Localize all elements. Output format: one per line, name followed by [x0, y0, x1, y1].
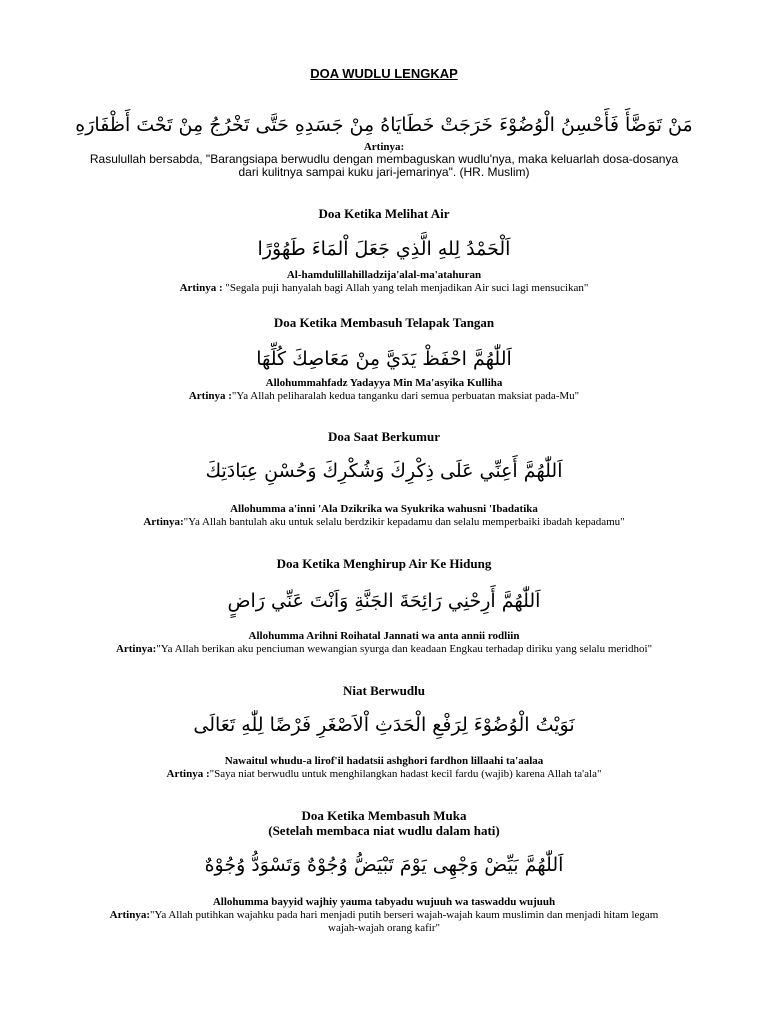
artinya-label: Artinya :	[166, 768, 210, 780]
section-translit-niat: Nawaitul whudu-a lirof'il hadatsii ashghori fardhon lillaahi ta'aalaa	[224, 755, 544, 767]
meaning-text: "Ya Allah bantulah aku untuk selalu berdzikir kepadamu dan selalu memperbaiki ibadah kepadamu"	[183, 516, 625, 528]
section-arabic-telapak-tangan: اَللّٰهُمَّ احْفَظْ يَدَيَّ مِنْ مَعَاصِكَ كُلِّهَا	[256, 348, 512, 370]
artinya-label: Artinya:	[109, 909, 150, 921]
meaning-text: "Saya niat berwudlu untuk menghilangkan hadast kecil fardu (wajib) karena Allah ta'ala"	[209, 768, 602, 780]
section-meaning-melihat-air	[40, 281, 728, 295]
section-translit-telapak-tangan: Allohummahfadz Yadayya Min Ma'asyika Kulliha	[265, 377, 503, 389]
section-meaning-membasuh-muka-line2: wajah-wajah orang kafir"	[328, 922, 440, 934]
section-heading-berkumur: Doa Saat Berkumur	[328, 429, 440, 444]
intro-translation-line2: dari kulitnya sampai kuku jari-jemarinya". (HR. Muslim)	[238, 165, 530, 179]
section-translit-berkumur: Allohumma a'inni 'Ala Dzikrika wa Syukrika wahusni 'Ibadatika	[230, 503, 538, 515]
section-arabic-membasuh-muka: اَللّٰهُمَّ بَيِّضْ وَجْهِى يَوْمَ تَبْيَضُّ وُجُوْهٌ وَتَسْوَدُّ وُجُوْهٌ	[204, 854, 564, 876]
section-heading-membasuh-muka: Doa Ketika Membasuh Muka	[301, 808, 467, 823]
intro-artinya-label: Artinya:	[363, 141, 405, 153]
section-meaning-telapak-tangan	[40, 389, 728, 403]
section-arabic-berkumur: اَللّٰهُمَّ أَعِنِّي عَلَى ذِكْرِكَ وَشُكْرِكَ وَحُسْنِ عِبَادَتِكَ	[205, 460, 563, 482]
section-heading-melihat-air: Doa Ketika Melihat Air	[318, 206, 450, 221]
section-arabic-melihat-air: اَلْحَمْدُ لِلهِ الَّذِي جَعَلَ اْلمَاءَ طَهُوْرًا	[257, 238, 511, 260]
section-heading-telapak-tangan: Doa Ketika Membasuh Telapak Tangan	[273, 315, 495, 330]
artinya-label: Artinya:	[143, 516, 184, 528]
meaning-text: "Ya Allah putihkan wajahku pada hari menjadi putih berseri wajah-wajah kaum muslimin dan menjadi hitam legam	[149, 909, 659, 921]
section-meaning-berkumur	[40, 515, 728, 529]
artinya-label: Artinya :	[188, 390, 232, 402]
section-translit-menghirup-air: Allohumma Arihni Roihatal Jannati wa anta annii rodliin	[248, 630, 520, 642]
section-arabic-menghirup-air: اَللّٰهُمَّ أَرِحْنِي رَائِحَةَ الجَنَّةِ وَاَنْتَ عَنِّي رَاضٍ	[227, 590, 541, 612]
section-translit-melihat-air: Al-hamdulillahilladzija'alal-ma'atahuran	[286, 269, 482, 281]
meaning-text: "Segala puji hanyalah bagi Allah yang telah menjadikan Air suci lagi mensucikan"	[222, 282, 589, 294]
meaning-text: "Ya Allah peliharalah kedua tanganku dari semua perbuatan maksiat pada-Mu"	[231, 390, 580, 402]
artinya-label: Artinya :	[179, 282, 223, 294]
section-arabic-niat: نَوَيْتُ الْوُضُوْءَ لِرَفْعِ الْحَدَثِ اْلاَصْغَرِ فَرْضًا لِلّٰهِ تَعَالَى	[193, 714, 575, 736]
document-title: DOA WUDLU LENGKAP	[310, 66, 458, 81]
artinya-label: Artinya:	[115, 643, 157, 655]
section-meaning-menghirup-air	[40, 642, 728, 656]
section-heading-niat: Niat Berwudlu	[343, 683, 425, 698]
section-heading-menghirup-air: Doa Ketika Menghirup Air Ke Hidung	[276, 556, 492, 571]
section-meaning-niat	[40, 767, 728, 781]
meaning-text: "Ya Allah berikan aku penciuman wewangian syurga dan keadaan Engkau terhadap diriku yang selalu meridhoi"	[156, 643, 653, 655]
intro-arabic-text: مَنْ تَوَضَّأَ فَأَحْسِنُ الْوُضُوْءَ خَرَجَتْ خَطَايَاهُ مِنْ جَسَدِهِ حَتَّى تَخْرُجُ مِنْ تَحْتَ أَظْفَارَهِ	[75, 114, 693, 136]
section-translit-membasuh-muka: Allohumma bayyid wajhiy yauma tabyadu wujuuh wa taswaddu wujuuh	[212, 896, 556, 908]
intro-translation-line1: Rasulullah bersabda, "Barangsiapa berwudlu dengan membaguskan wudlu'nya, maka keluarlah dosa-dosanya	[89, 152, 679, 166]
section-subheading-membasuh-muka: (Setelah membaca niat wudlu dalam hati)	[268, 823, 500, 838]
section-meaning-membasuh-muka-line1	[40, 908, 728, 922]
